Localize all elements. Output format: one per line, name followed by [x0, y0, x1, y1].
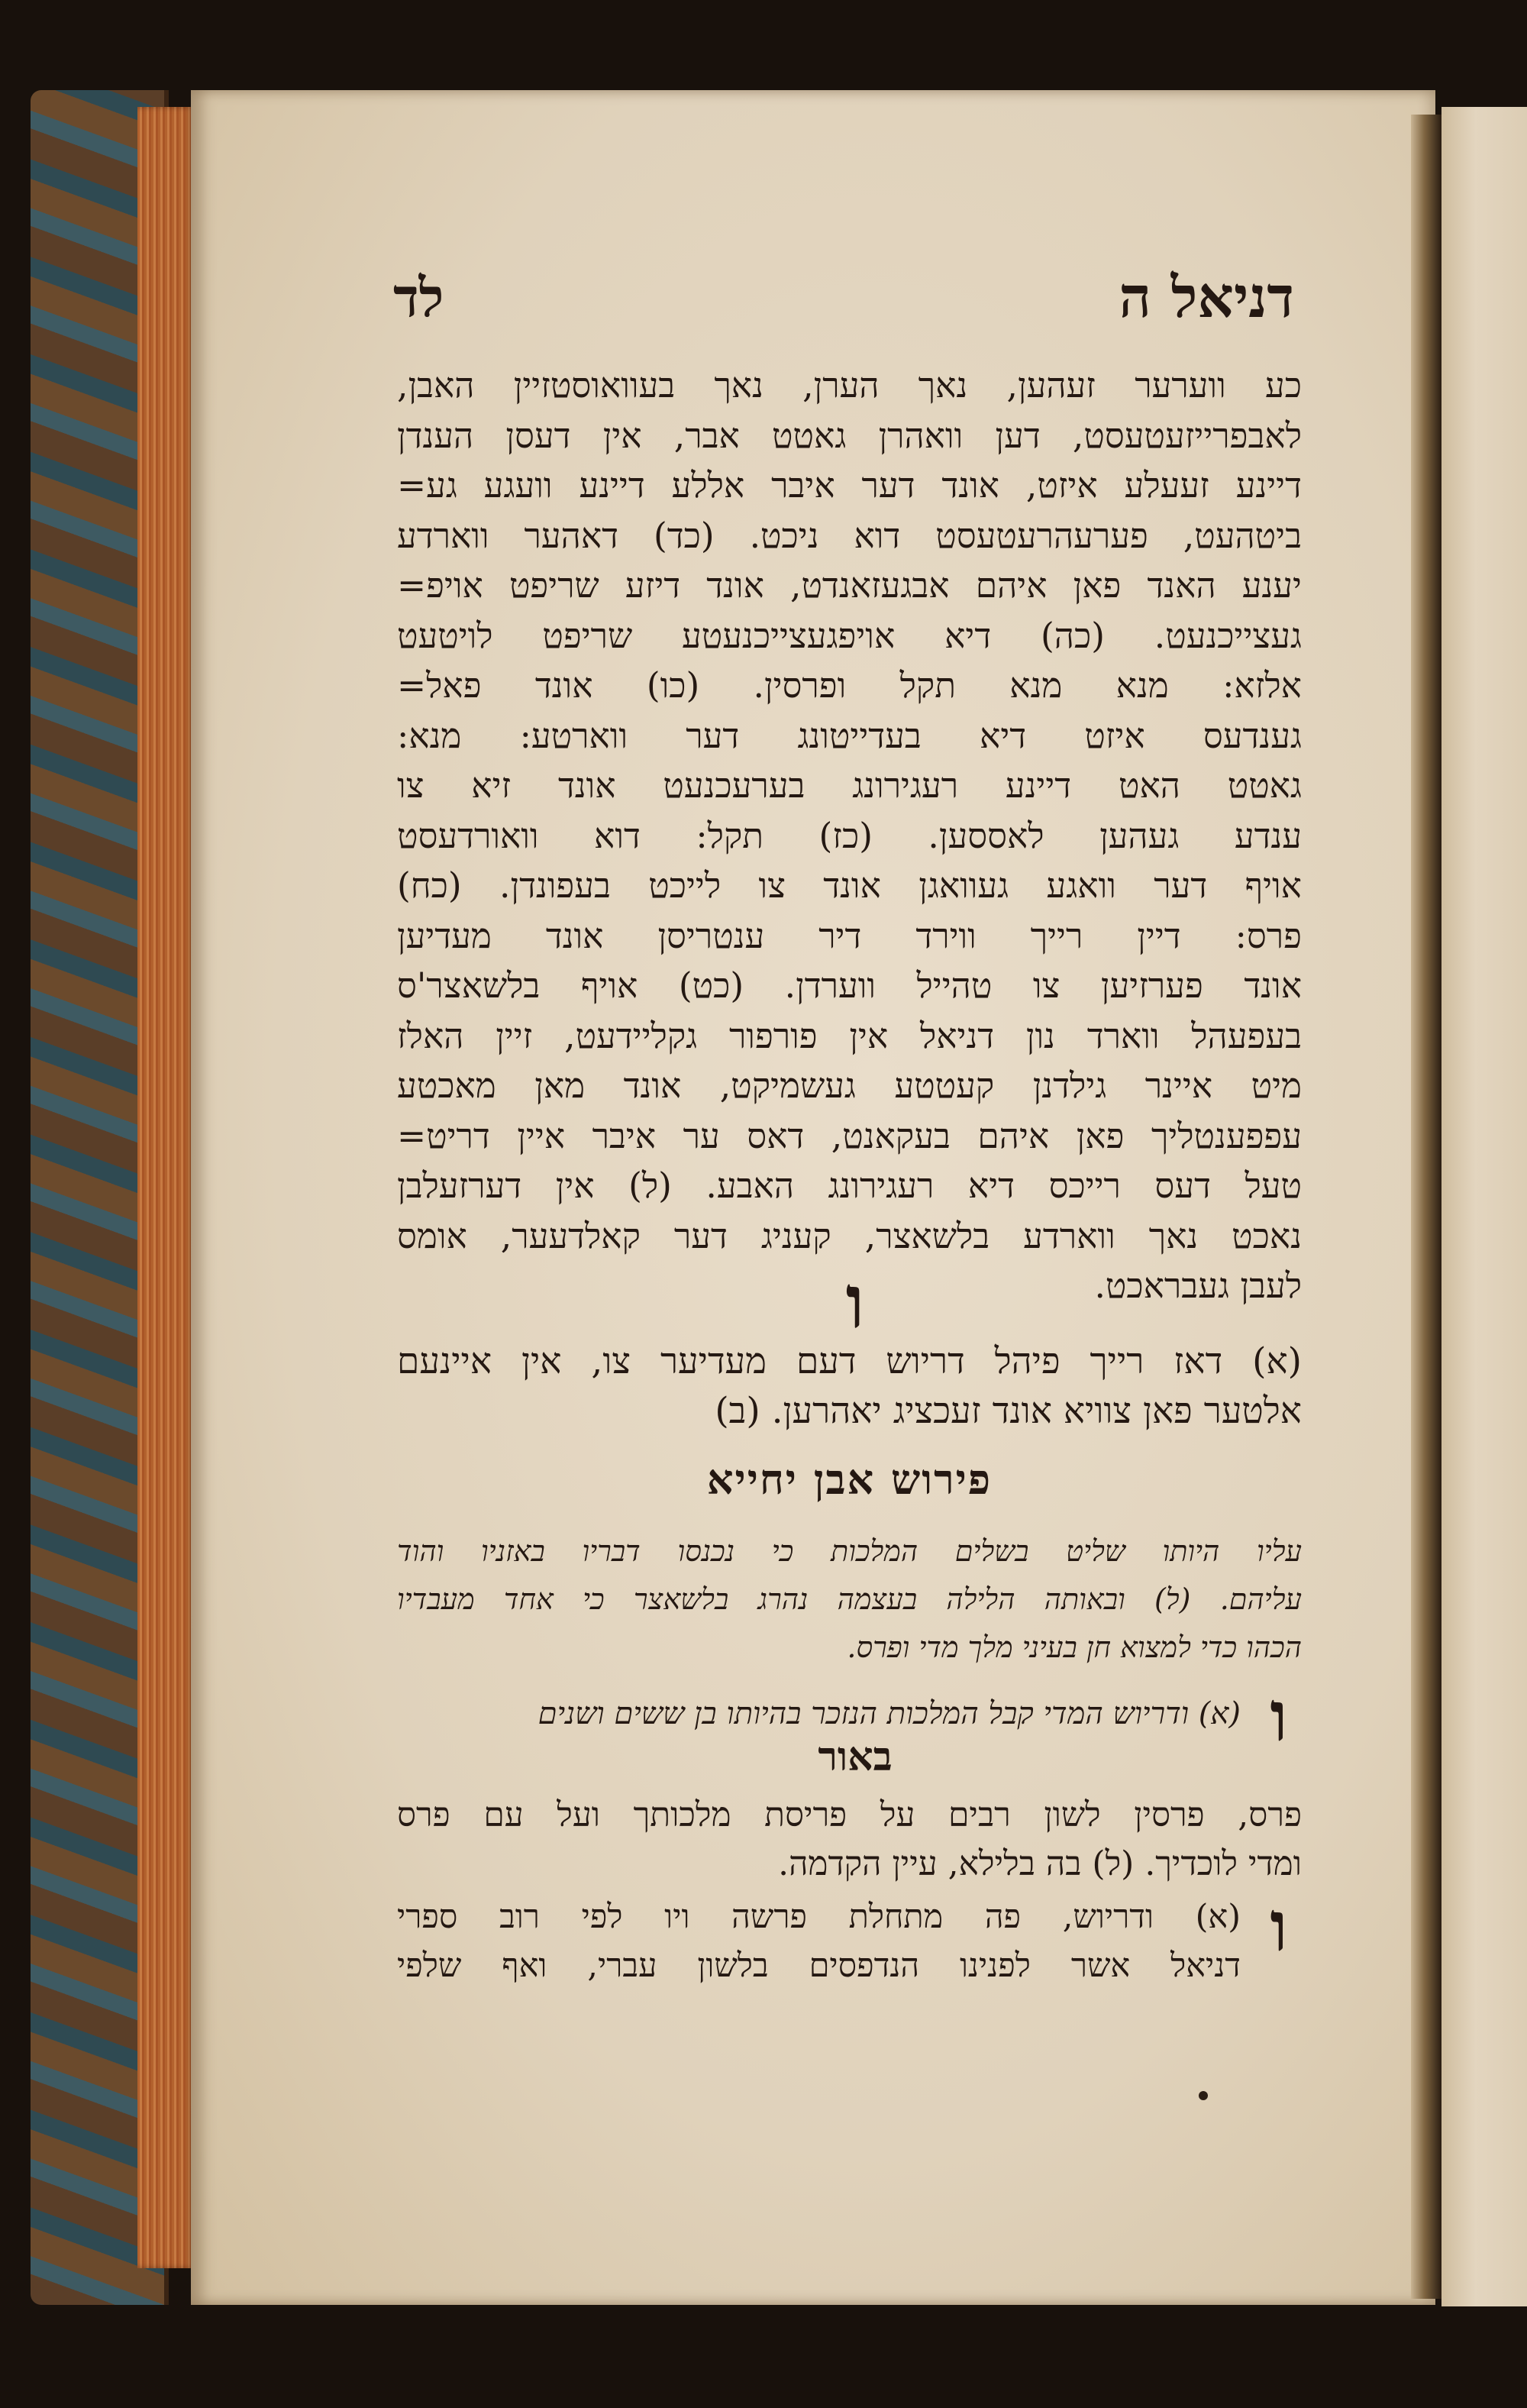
page-edges	[137, 107, 195, 2268]
note-letter-marker: ו	[1270, 1676, 1288, 1757]
commentary-heading: פירוש אבן יחייא	[706, 1455, 993, 1504]
chapter-letter-marker: ו	[845, 1259, 865, 1345]
main-text-block	[397, 360, 1302, 1311]
text-line: דיינע זעעלע איזט, אונד דער איבר אללע דיינע וועגע גע=	[397, 465, 1302, 506]
note-letter-marker: ו	[1270, 1886, 1288, 1967]
text-line: עליהם. (ל) ובאותה הלילה בעצמה נהרג בלשאצר כי אחד מעבדיו	[397, 1582, 1302, 1616]
text-line: פרס: דיין רייך ווירד דיר ענטריסן אונד מעדיען	[397, 915, 1302, 956]
biur-note	[397, 1892, 1241, 1990]
text-line: (א) ודריוש, פה מתחלת פרשה ויו לפי רוב ספרי	[397, 1898, 1241, 1936]
text-line: ענדע געהען לאססען. (כז) תקל: דוא וואורדעסט	[397, 815, 1302, 856]
biur-block	[397, 1791, 1302, 1889]
text-line: (א) דאז רייך פיהל דריוש דעם מעדיער צו, אין איינעם	[397, 1340, 1302, 1382]
text-line: אונד פערזיען צו טהייל ווערדן. (כט) אויף בלשאצר'ס	[397, 965, 1302, 1006]
chapter-opening-text	[397, 1337, 1302, 1436]
commentary-block	[397, 1527, 1302, 1672]
text-line: הכהו כדי למצוא חן בעיני מלך מדי ופרס.	[847, 1631, 1302, 1664]
text-line: גאטט האט דיינע רעגירונג בערעכנעט אונד זיא צו	[397, 765, 1302, 806]
running-title: דניאל ה	[1119, 264, 1294, 331]
text-line: טעל דעס רייכס דיא רעגירונג האבע. (ל) אין דערזעלבן	[397, 1165, 1302, 1206]
text-line: געצייכנעט. (כה) דיא אויפגעצייכנעטע שריפט לויטעט	[397, 615, 1302, 656]
text-line: אלזא: מנא מנא תקל ופרסין. (כו) אונד פאל=	[397, 665, 1302, 706]
text-line: גענדעס איזט דיא בעדייטונג דער ווארטע: מנא:	[397, 715, 1302, 756]
text-line: אלטער פאן צוויא אונד זעכציג יאהרען. (ב)	[715, 1390, 1302, 1432]
text-line: עליו היותו שליט בשלים המלכות כי נכנסו דבריו באזניו והוד	[397, 1534, 1302, 1568]
text-line: עפפענטליך פאן איהם בעקאנט, דאס ער איבר איין דריט=	[397, 1115, 1302, 1156]
text-line: מיט איינר גילדנן קעטטע געשמיקט, אונד מאן מאכטע	[397, 1065, 1302, 1106]
text-line: כע ווערער זעהען, נאך הערן, נאך בעוואוסטזיין האבן,	[397, 365, 1302, 406]
commentary-note: (א) ודריוש המדי קבל המלכות הנזכר בהיותו בן ששים ושנים	[538, 1696, 1241, 1731]
text-line: יענע האנד פאן איהם אבגעזאנדט, אונד דיזע שריפט אויפ=	[397, 565, 1302, 606]
facing-page-edge	[1441, 107, 1527, 2306]
text-line: אויף דער וואגע געוואגן אונד צו לייכט בעפונדן. (כח)	[397, 865, 1302, 906]
text-line: פרס, פרסין לשון רבים על פריסת מלכותך ועל עם פרס	[397, 1795, 1302, 1834]
book-gutter	[1411, 115, 1441, 2299]
biur-heading: באור	[818, 1734, 893, 1780]
text-line: לאבפרייזעטעסט, דען וואהרן גאטט אבר, אין דעסן הענדן	[397, 415, 1302, 456]
text-line: לעבן געבראכט.	[1094, 1265, 1302, 1306]
text-line: ומדי לוכדיך. (ל) בה בלילא, עיין הקדמה.	[778, 1844, 1302, 1883]
text-line: ביטהעט, פערעהרעטעסט דוא ניכט. (כד) דאהער ווארדע	[397, 515, 1302, 556]
text-line: בעפעהל ווארד נון דניאל אין פורפור גקליידעט, זיין האלז	[397, 1015, 1302, 1056]
text-line: דניאל אשר לפנינו הנדפסים בלשון עברי, ואף שלפי	[397, 1947, 1241, 1985]
text-line: נאכט נאך ווארדע בלשאצר, קעניג דער קאלדעער, אומס	[397, 1215, 1302, 1256]
ink-spot	[1199, 2091, 1208, 2100]
running-header	[393, 256, 1294, 340]
folio-number: לד	[393, 266, 444, 329]
